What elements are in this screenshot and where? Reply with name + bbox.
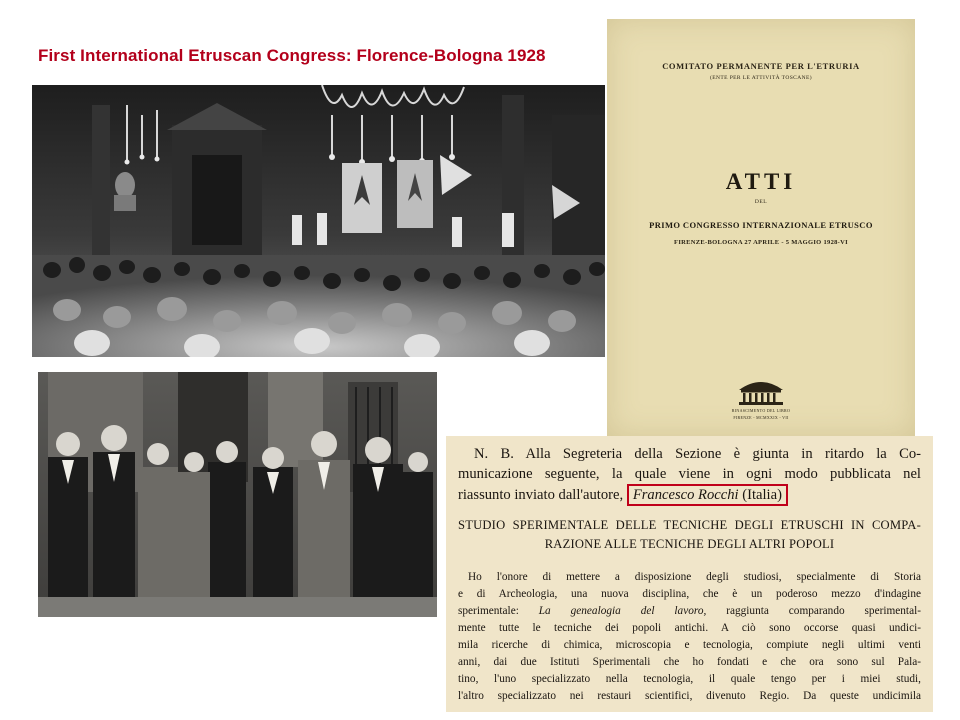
ceremony-photo-image bbox=[32, 85, 605, 357]
slide-title: First International Etruscan Congress: Florence-Bologna 1928 bbox=[38, 46, 546, 65]
nb-line-3-prefix: riassunto inviato dall'autore, bbox=[458, 487, 627, 503]
body-text: sperimentale: bbox=[458, 605, 539, 617]
article-heading-line-1: STUDIO SPERIMENTALE DELLE TECNICHE DEGLI ETRUSCHI IN COMPA- bbox=[458, 518, 921, 532]
author-country: (Italia) bbox=[738, 487, 782, 503]
cover-committee: COMITATO PERMANENTE PER L'ETRURIA bbox=[662, 61, 860, 71]
temple-icon bbox=[735, 376, 787, 406]
body-text: raggiunta comparando sperimental- bbox=[706, 605, 921, 617]
cover-title: ATTI bbox=[725, 169, 797, 194]
cover-committee-note: (ENTE PER LE ATTIVITÀ TOSCANE) bbox=[710, 75, 812, 81]
body-line: Ho l'onore di mettere a disposizione degli studiosi, specialmente di Storia bbox=[468, 571, 921, 583]
text-excerpt bbox=[446, 436, 933, 712]
cover-del: DEL bbox=[754, 199, 768, 205]
cover-publisher-place: FIRENZE - MCMXXIX - VII bbox=[733, 415, 789, 420]
body-line bbox=[458, 603, 921, 620]
body-line: mila ricerche di chimica, microscopia e tecnologia, compiute negli ultimi venti bbox=[458, 639, 921, 651]
nb-line-1: N. B. Alla Segreteria della Sezione è giunta in ritardo la Co- bbox=[474, 446, 921, 462]
cover-dates: FIRENZE-BOLOGNA 27 APRILE - 5 MAGGIO 1928-VI bbox=[674, 239, 848, 246]
nb-line-3 bbox=[458, 484, 788, 506]
cover-publisher: RINASCIMENTO DEL LIBRO bbox=[731, 408, 791, 413]
ceremony-photo bbox=[32, 85, 605, 357]
article-heading-line-2: RAZIONE ALLE TECNICHE DEGLI ALTRI POPOLI bbox=[544, 537, 835, 551]
book-cover bbox=[607, 19, 915, 437]
body-line: l'altro specializzato nei restauri scientifici, divenuto Regio. Da queste undicimila bbox=[458, 690, 921, 702]
author-name: Francesco Rocchi bbox=[632, 487, 739, 503]
nb-line-2: municazione seguente, la quale viene in ogni modo pubblicata nel bbox=[458, 466, 921, 482]
body-line: e di Archeologia, una nuova disciplina, che è un poderoso mezzo d'indagine bbox=[458, 588, 921, 600]
body-line: tino, l'uno specializzato nella tecnologia, il quale tengo per i miei studi, bbox=[458, 673, 921, 685]
group-photo-image bbox=[38, 372, 437, 617]
cover-congress: PRIMO CONGRESSO INTERNAZIONALE ETRUSCO bbox=[649, 220, 873, 230]
author-highlight-box bbox=[627, 484, 788, 506]
body-line: mente tutte le tecniche dei popoli antichi. A ciò sono occorse quasi undici- bbox=[458, 622, 921, 634]
body-italic-title: La genealogia del lavoro, bbox=[538, 605, 707, 617]
group-photo bbox=[38, 372, 437, 617]
body-line: anni, dai due Istituti Sperimentali che ho fondati e che ora sono sul Pala- bbox=[458, 656, 921, 668]
